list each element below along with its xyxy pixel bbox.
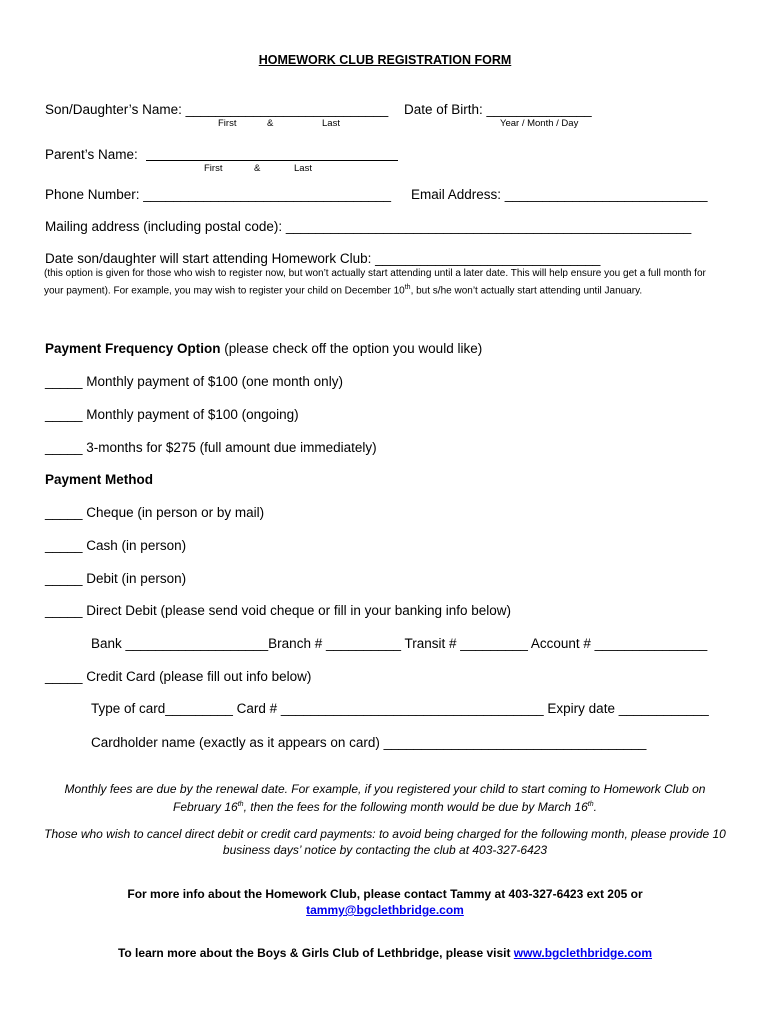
form-title: HOMEWORK CLUB REGISTRATION FORM xyxy=(258,53,512,67)
frequency-option-three-months[interactable]: _____ 3-months for $275 (full amount due immediately) xyxy=(45,440,377,455)
start-date-note: (this option is given for those who wish to register now, but won’t actually start attending until a later date. This will help ensure you get a full month for your payment). For example, you may wish to register your child on December 10th, but s/he won’t actually start attending until January. xyxy=(44,268,706,297)
parent-last-hint: Last xyxy=(294,163,312,174)
contact-info: For more info about the Homework Club, please contact Tammy at 403-327-6423 ext 205 or tammy@bgclethbridge.com xyxy=(127,887,643,917)
child-name-field[interactable]: Son/Daughter’s Name: ___________________________ xyxy=(45,102,389,117)
child-first-hint: First xyxy=(218,118,237,129)
fees-note: Monthly fees are due by the renewal date. For example, if you registered your child to start coming to Homework Club on February 16th, then the fees for the following month would be due by March 16th. xyxy=(64,782,706,814)
frequency-option-one-month[interactable]: _____ Monthly payment of $100 (one month only) xyxy=(45,374,343,389)
dob-hint: Year / Month / Day xyxy=(500,118,579,129)
dob-field[interactable]: Date of Birth: ______________ xyxy=(404,102,592,117)
parent-amp-hint: & xyxy=(254,163,261,174)
cancel-note: Those who wish to cancel direct debit or credit card payments: to avoid being charged for the following month, please provide 10 business days’ notice by contacting the club at 403-327-6423 xyxy=(44,827,726,857)
parent-name-label: Parent’s Name: xyxy=(45,147,138,162)
child-last-hint: Last xyxy=(322,118,340,129)
start-date-field[interactable]: Date son/daughter will start attending Homework Club: ______________________________ xyxy=(45,251,601,266)
cardholder-name-field[interactable]: Cardholder name (exactly as it appears on card) ___________________________________ xyxy=(91,735,647,750)
card-info-fields[interactable]: Type of card_________ Card # ___________________________________ Expiry date ____________ xyxy=(91,701,709,716)
website-link[interactable]: www.bgclethbridge.com xyxy=(513,946,653,960)
email-field[interactable]: Email Address: ___________________________ xyxy=(411,187,708,202)
mailing-address-field[interactable]: Mailing address (including postal code): ______________________________________________________ xyxy=(45,219,692,234)
parent-first-hint: First xyxy=(204,163,223,174)
phone-field[interactable]: Phone Number: _________________________________ xyxy=(45,187,392,202)
method-option-cheque[interactable]: _____ Cheque (in person or by mail) xyxy=(45,505,265,520)
method-option-credit-card[interactable]: _____ Credit Card (please fill out info below) xyxy=(45,669,312,684)
method-option-cash[interactable]: _____ Cash (in person) xyxy=(45,538,187,553)
child-amp-hint: & xyxy=(267,118,274,129)
contact-email-link[interactable]: tammy@bgclethbridge.com xyxy=(306,903,464,917)
method-option-debit[interactable]: _____ Debit (in person) xyxy=(45,571,187,586)
method-option-direct-debit[interactable]: _____ Direct Debit (please send void cheque or fill in your banking info below) xyxy=(45,603,512,618)
learn-more: To learn more about the Boys & Girls Club of Lethbridge, please visit www.bgclethbridge.com xyxy=(117,946,653,960)
bank-info-fields[interactable]: Bank ___________________Branch # __________ Transit # _________ Account # _______________ xyxy=(91,636,708,651)
payment-method-heading: Payment Method xyxy=(45,472,154,487)
frequency-option-ongoing[interactable]: _____ Monthly payment of $100 (ongoing) xyxy=(45,407,299,422)
parent-name-field[interactable] xyxy=(146,160,398,161)
payment-frequency-heading: Payment Frequency Option (please check off the option you would like) xyxy=(45,341,483,356)
